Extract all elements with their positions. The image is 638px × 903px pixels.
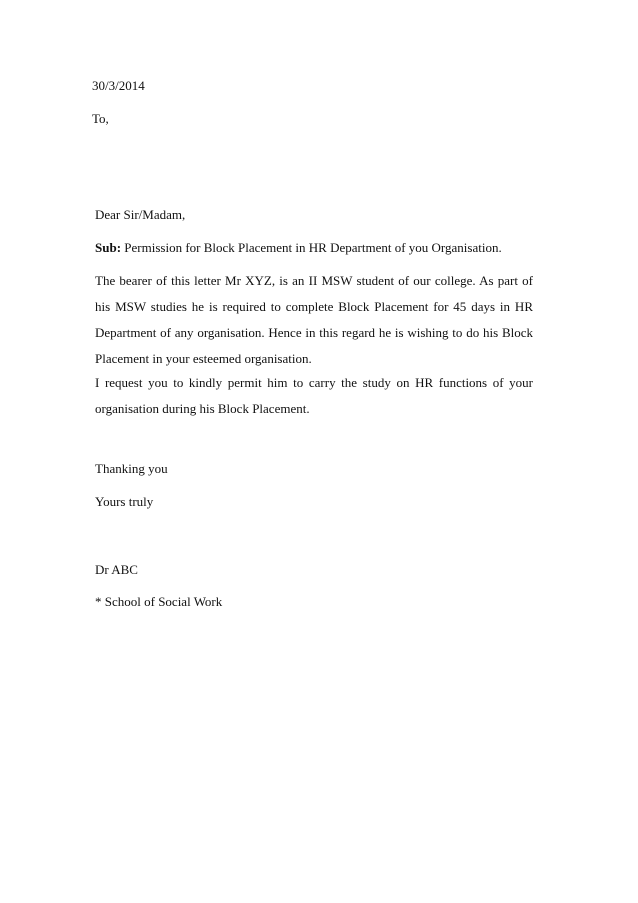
subject-label: Sub: [95, 240, 122, 255]
letter-body-paragraph-1: The bearer of this letter Mr XYZ, is an II MSW student of our college. As part of his MSW studies he is required to complete Block Placement for 45 days in HR Department of any organisation. Hence in this regard he is wishing to do his Block Placement in your esteemed organisation. [95, 273, 533, 366]
letter-date: 30/3/2014 [92, 78, 145, 93]
letter-closing-yours-truly: Yours truly [95, 494, 154, 509]
letter-recipient-to: To, [92, 111, 109, 126]
letter-body-paragraph-2: I request you to kindly permit him to carry the study on HR functions of your organisation during his Block Placement. [95, 375, 533, 416]
letter-salutation: Dear Sir/Madam, [95, 207, 186, 222]
letter-signatory-name: Dr ABC [95, 562, 138, 577]
letter-signatory-affiliation: * School of Social Work [95, 594, 223, 609]
letter-subject [95, 240, 502, 256]
subject-text: Permission for Block Placement in HR Department of you Organisation. [121, 240, 502, 255]
letter-closing-thanks: Thanking you [95, 461, 168, 476]
